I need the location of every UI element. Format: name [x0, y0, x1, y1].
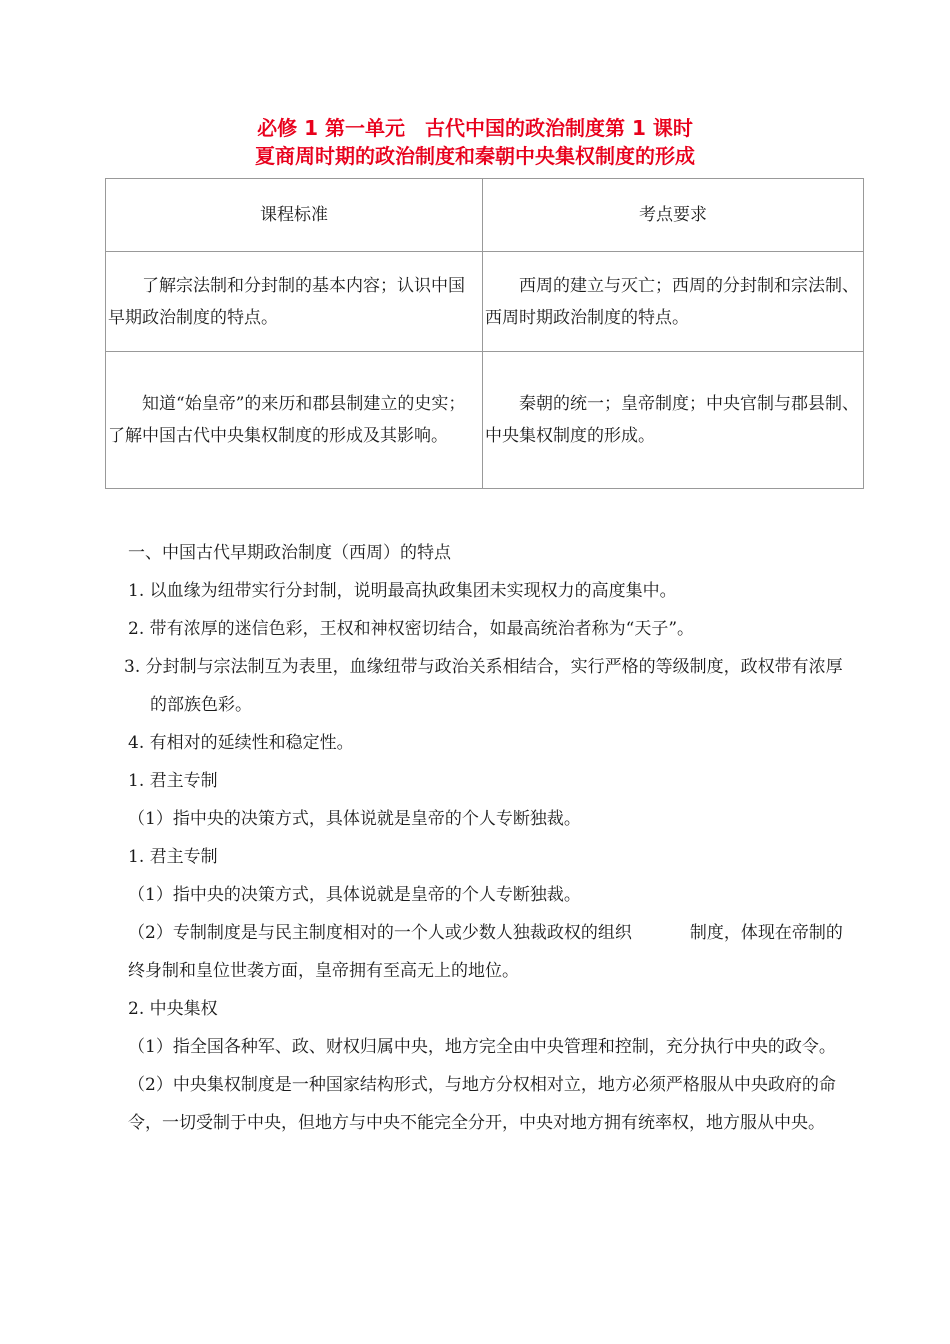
paragraph-part: （2）专制制度是与民主制度相对的一个人或少数人独裁政权的组织 — [128, 923, 632, 943]
header-curriculum-standard: 课程标准 — [106, 179, 483, 252]
document-title-line2: 夏商周时期的政治制度和秦朝中央集权制度的形成 — [255, 144, 695, 168]
table-row — [106, 252, 864, 352]
curriculum-table — [105, 178, 864, 489]
header-exam-requirements: 考点要求 — [483, 179, 864, 252]
subheading: 2. 中央集权 — [128, 999, 218, 1019]
subheading: 1. 君主专制 — [128, 847, 218, 867]
table-cell: 知道“始皇帝”的来历和郡县制建立的史实；了解中国古代中央集权制度的形成及其影响。 — [106, 352, 483, 489]
paragraph: （2）中央集权制度是一种国家结构形式，与地方分权相对立，地方必须严格服从中央政府的命令，一切受制于中央，但地方与中央不能完全分开，中央对地方拥有统率权，地方服从中央。 — [128, 1075, 836, 1133]
section-heading: 一、中国古代早期政治制度（西周）的特点 — [128, 543, 451, 563]
paragraph: （1）指全国各种军、政、财权归属中央，地方完全由中央管理和控制，充分执行中央的政令。 — [128, 1037, 836, 1057]
paragraph: （1）指中央的决策方式，具体说就是皇帝的个人专断独裁。 — [128, 809, 581, 829]
subheading: 1. 君主专制 — [128, 771, 218, 791]
document-title-line1: 必修 1 第一单元 古代中国的政治制度第 1 课时 — [257, 116, 693, 140]
body-text — [124, 534, 848, 1142]
list-item: 3. 分封制与宗法制互为表里，血缘纽带与政治关系相结合，实行严格的等级制度，政权带有浓厚的部族色彩。 — [124, 657, 843, 715]
paragraph: （1）指中央的决策方式，具体说就是皇帝的个人专断独裁。 — [128, 885, 581, 905]
paragraph-part: 制度，体现在帝制的终身制和皇位世袭方面，皇帝拥有至高无上的地位。 — [128, 923, 843, 981]
list-item: 2. 带有浓厚的迷信色彩，王权和神权密切结合，如最高统治者称为“天子”。 — [128, 619, 695, 639]
table-cell: 秦朝的统一；皇帝制度；中央官制与郡县制、中央集权制度的形成。 — [483, 352, 864, 489]
list-item: 1. 以血缘为纽带实行分封制，说明最高执政集团未实现权力的高度集中。 — [128, 581, 677, 601]
paragraph — [128, 914, 848, 990]
list-item: 4. 有相对的延续性和稳定性。 — [128, 733, 354, 753]
table-row — [106, 352, 864, 489]
table-cell: 了解宗法制和分封制的基本内容；认识中国早期政治制度的特点。 — [106, 252, 483, 352]
table-cell: 西周的建立与灭亡；西周的分封制和宗法制、西周时期政治制度的特点。 — [483, 252, 864, 352]
table-header-row — [106, 179, 864, 252]
